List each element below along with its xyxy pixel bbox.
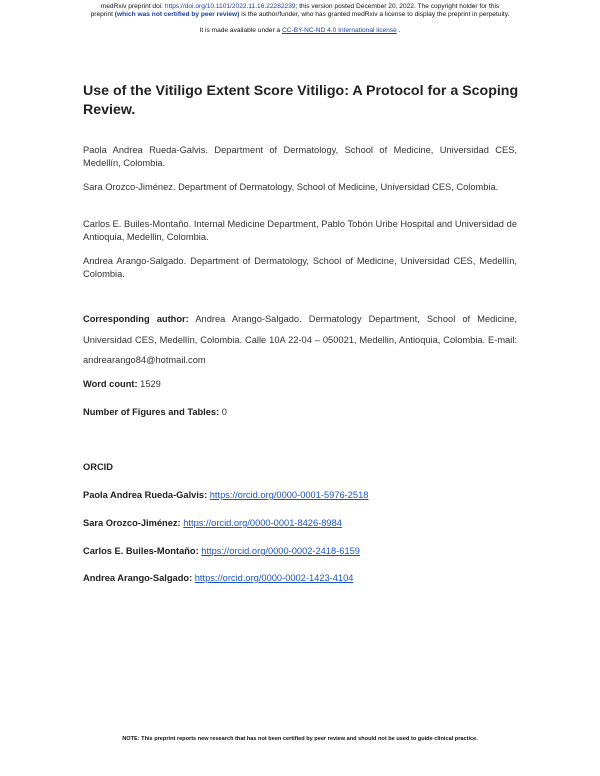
orcid-name: Sara Orozco-Jiménez: [83, 518, 181, 528]
figures-value: 0 [219, 407, 227, 417]
orcid-heading: ORCID [83, 462, 113, 472]
banner-text: preprint [90, 11, 115, 19]
figures-count [83, 407, 227, 417]
orcid-link[interactable]: https://orcid.org/0000-0001-5976-2518 [209, 490, 369, 500]
license-link[interactable]: CC-BY-NC-ND 4.0 International license [281, 27, 397, 34]
orcid-entry [83, 518, 342, 528]
corresponding-label: Corresponding author: [83, 314, 189, 324]
word-count-label: Word count: [83, 379, 138, 389]
word-count [83, 379, 161, 389]
orcid-link[interactable]: https://orcid.org/0000-0001-8426-8984 [183, 518, 342, 528]
orcid-name: Paola Andrea Rueda-Galvis: [83, 490, 208, 500]
orcid-name: Andrea Arango-Salgado: [83, 573, 193, 583]
orcid-link[interactable]: https://orcid.org/0000-0002-2418-6159 [201, 546, 360, 556]
banner-text: is the author/funder, who has granted medRxiv a license to display the preprint in perpetuity. [239, 11, 510, 19]
footer-note: NOTE: This preprint reports new research that has not been certified by peer review and should not be used to guide clinical practice. [122, 736, 478, 742]
affiliation-4: Andrea Arango-Salgado. Department of Dermatology, School of Medicine, Universidad CES, Medellín, Colombia. [83, 256, 517, 280]
orcid-entry [83, 573, 353, 583]
banner-text: ; this version posted December 20, 2022. The copyright holder for this [295, 3, 500, 10]
license-text: It is made available under a [199, 27, 282, 34]
orcid-link[interactable]: https://orcid.org/0000-0002-1423-4104 [194, 573, 354, 583]
preprint-banner [0, 3, 600, 20]
license-line [0, 27, 600, 34]
doi-link[interactable]: https://doi.org/10.1101/2022.11.16.22282239 [164, 3, 296, 10]
affiliation-1: Paola Andrea Rueda-Galvis. Department of Dermatology, School of Medicine, Universidad CES, Medellín, Colombia. [83, 145, 517, 169]
affiliation-2: Sara Orozco-Jiménez. Department of Dermatology, School of Medicine, Universidad CES, Colombia. [83, 182, 499, 192]
figures-label: Number of Figures and Tables: [83, 407, 220, 417]
word-count-value: 1529 [137, 379, 161, 389]
banner-text: medRxiv preprint doi: [100, 3, 165, 10]
license-text: . [396, 27, 401, 34]
corresponding-author [83, 309, 517, 371]
peer-review-notice: (which was not certified by peer review) [114, 11, 240, 19]
corresponding-text: Andrea Arango-Salgado. Dermatology Department, School of Medicine, Universidad CES, Medellín, Colombia. Calle 10A 22-04 – 050021, Medellin, Antioquia, Colombia. E-mail: andrearango84@hotmail.com [83, 314, 517, 365]
paper-title: Use of the Vitiligo Extent Score Vitiligo: A Protocol for a Scoping Review. [83, 83, 519, 118]
orcid-entry [83, 546, 360, 556]
orcid-entry [83, 490, 368, 500]
affiliation-3: Carlos E. Builes-Montaño. Internal Medicine Department, Pablo Tobón Uribe Hospital and Universidad de Antioquia, Medellin, Colombia. [83, 219, 517, 243]
orcid-name: Carlos E. Builes-Montaño: [83, 546, 199, 556]
